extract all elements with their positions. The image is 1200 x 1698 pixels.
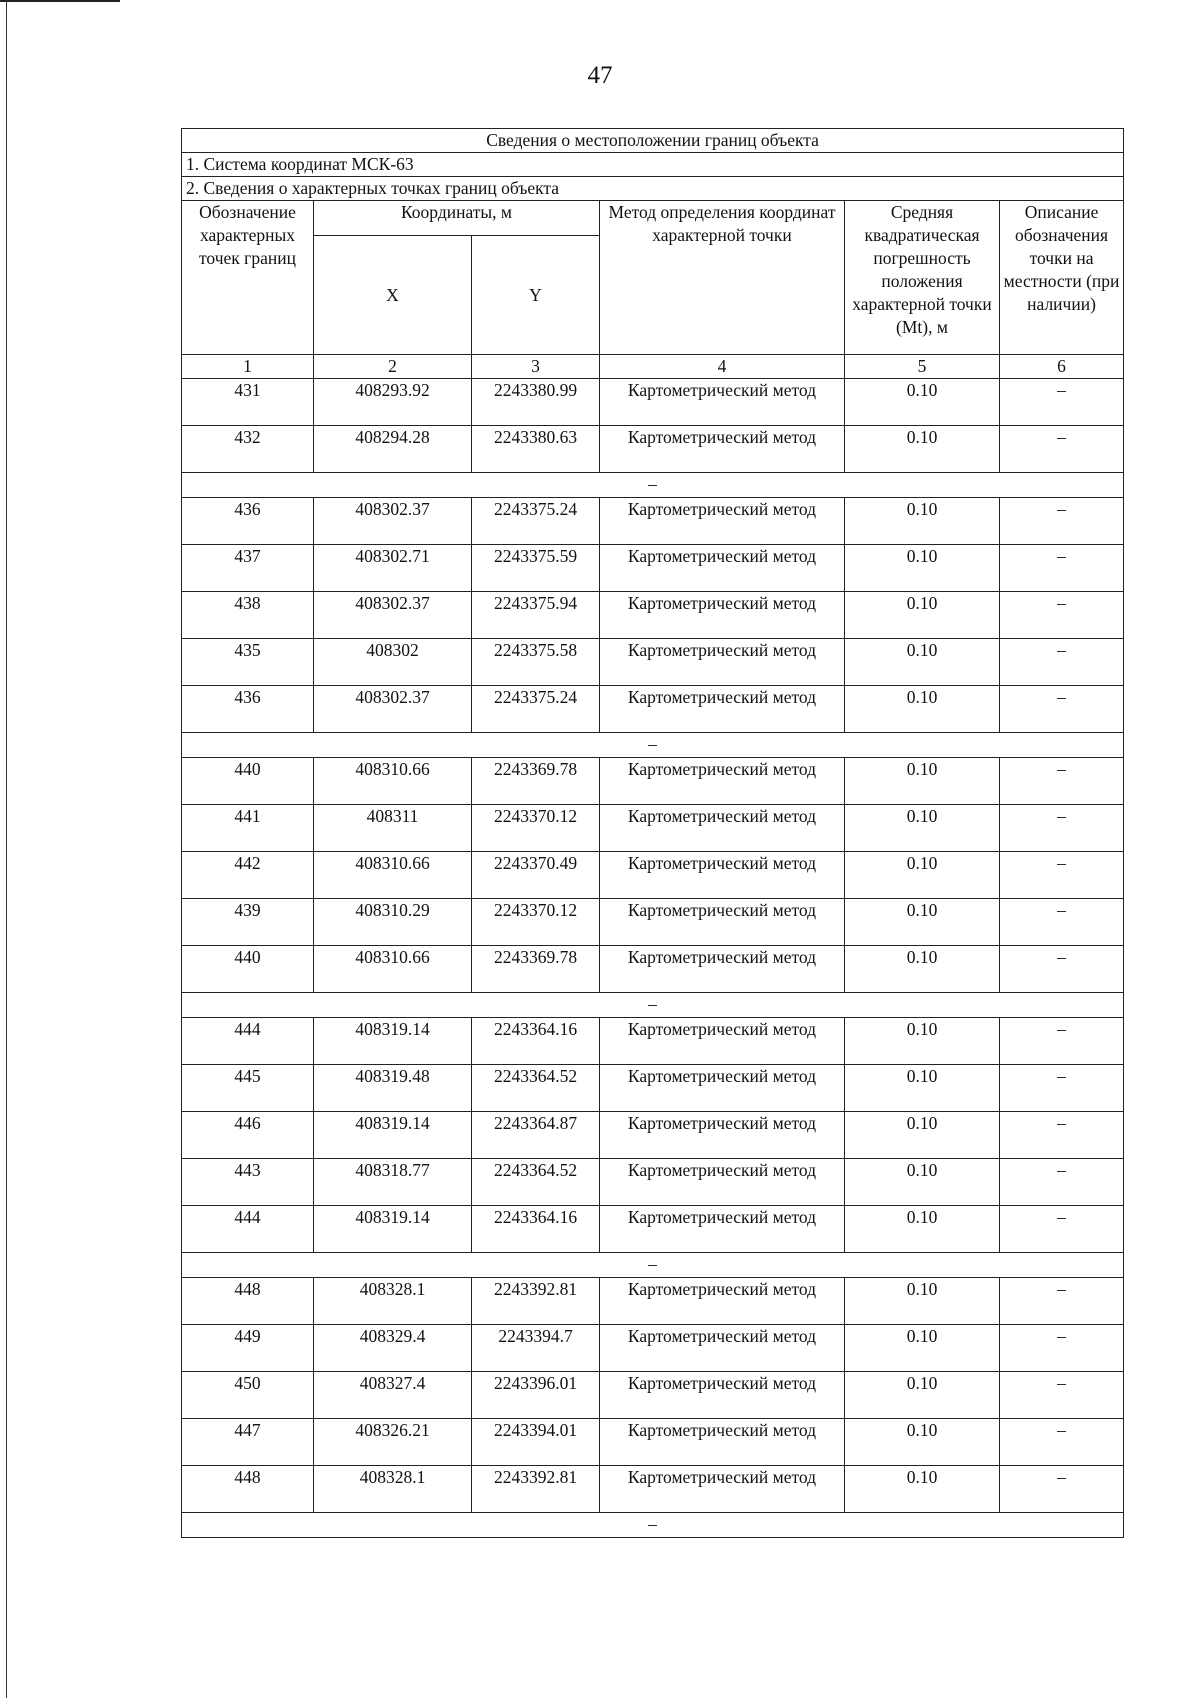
scan-edge-top xyxy=(0,0,120,2)
error-cell: 0.10 xyxy=(845,1018,1000,1065)
x-coordinate-cell: 408302.71 xyxy=(314,545,472,592)
error-cell: 0.10 xyxy=(845,592,1000,639)
x-coordinate-cell: 408319.14 xyxy=(314,1206,472,1253)
error-cell: 0.10 xyxy=(845,1372,1000,1419)
description-cell: – xyxy=(1000,758,1124,805)
table-row xyxy=(182,1419,1124,1466)
y-coordinate-cell: 2243370.49 xyxy=(472,852,600,899)
y-coordinate-cell: 2243396.01 xyxy=(472,1372,600,1419)
error-cell: 0.10 xyxy=(845,686,1000,733)
point-id-cell: 444 xyxy=(182,1018,314,1065)
page-number: 47 xyxy=(587,62,613,89)
point-id-cell: 431 xyxy=(182,379,314,426)
table-row xyxy=(182,426,1124,473)
points-info-heading: 2. Сведения о характерных точках границ объекта xyxy=(182,177,1124,201)
method-cell: Картометрический метод xyxy=(600,426,845,473)
x-coordinate-cell: 408294.28 xyxy=(314,426,472,473)
table-title: Сведения о местоположении границ объекта xyxy=(182,129,1124,153)
description-cell: – xyxy=(1000,1325,1124,1372)
point-id-cell: 443 xyxy=(182,1159,314,1206)
error-cell: 0.10 xyxy=(845,852,1000,899)
method-cell: Картометрический метод xyxy=(600,1065,845,1112)
table-row xyxy=(182,1018,1124,1065)
point-id-cell: 440 xyxy=(182,946,314,993)
method-cell: Картометрический метод xyxy=(600,1325,845,1372)
contour-separator-row xyxy=(182,993,1124,1018)
separator-dash: – xyxy=(182,1253,1124,1278)
table-row xyxy=(182,379,1124,426)
header-designation: Обозначение характерных точек границ xyxy=(182,201,314,355)
point-id-cell: 445 xyxy=(182,1065,314,1112)
y-coordinate-cell: 2243380.63 xyxy=(472,426,600,473)
column-number: 1 xyxy=(182,355,314,379)
error-cell: 0.10 xyxy=(845,946,1000,993)
method-cell: Картометрический метод xyxy=(600,1159,845,1206)
x-coordinate-cell: 408310.66 xyxy=(314,946,472,993)
point-id-cell: 439 xyxy=(182,899,314,946)
description-cell: – xyxy=(1000,592,1124,639)
table-row xyxy=(182,1278,1124,1325)
y-coordinate-cell: 2243375.58 xyxy=(472,639,600,686)
x-coordinate-cell: 408326.21 xyxy=(314,1419,472,1466)
x-coordinate-cell: 408311 xyxy=(314,805,472,852)
x-coordinate-cell: 408302.37 xyxy=(314,686,472,733)
table-row xyxy=(182,852,1124,899)
description-cell: – xyxy=(1000,1018,1124,1065)
y-coordinate-cell: 2243394.01 xyxy=(472,1419,600,1466)
method-cell: Картометрический метод xyxy=(600,1206,845,1253)
x-coordinate-cell: 408302.37 xyxy=(314,592,472,639)
header-y: Y xyxy=(472,236,600,355)
x-coordinate-cell: 408319.48 xyxy=(314,1065,472,1112)
column-numbers-row xyxy=(182,355,1124,379)
column-number: 6 xyxy=(1000,355,1124,379)
point-id-cell: 446 xyxy=(182,1112,314,1159)
separator-dash: – xyxy=(182,473,1124,498)
method-cell: Картометрический метод xyxy=(600,1466,845,1513)
header-error: Средняя квадратическая погрешность положения характерной точки (Mt), м xyxy=(845,201,1000,355)
table-row xyxy=(182,639,1124,686)
table-row xyxy=(182,1159,1124,1206)
description-cell: – xyxy=(1000,426,1124,473)
y-coordinate-cell: 2243394.7 xyxy=(472,1325,600,1372)
method-cell: Картометрический метод xyxy=(600,899,845,946)
y-coordinate-cell: 2243369.78 xyxy=(472,946,600,993)
description-cell: – xyxy=(1000,686,1124,733)
error-cell: 0.10 xyxy=(845,639,1000,686)
method-cell: Картометрический метод xyxy=(600,1018,845,1065)
description-cell: – xyxy=(1000,498,1124,545)
x-coordinate-cell: 408328.1 xyxy=(314,1466,472,1513)
y-coordinate-cell: 2243364.16 xyxy=(472,1206,600,1253)
table-row xyxy=(182,1325,1124,1372)
point-id-cell: 436 xyxy=(182,686,314,733)
x-coordinate-cell: 408319.14 xyxy=(314,1018,472,1065)
y-coordinate-cell: 2243369.78 xyxy=(472,758,600,805)
method-cell: Картометрический метод xyxy=(600,758,845,805)
description-cell: – xyxy=(1000,805,1124,852)
x-coordinate-cell: 408302.37 xyxy=(314,498,472,545)
error-cell: 0.10 xyxy=(845,1325,1000,1372)
description-cell: – xyxy=(1000,545,1124,592)
method-cell: Картометрический метод xyxy=(600,852,845,899)
description-cell: – xyxy=(1000,899,1124,946)
point-id-cell: 435 xyxy=(182,639,314,686)
y-coordinate-cell: 2243380.99 xyxy=(472,379,600,426)
error-cell: 0.10 xyxy=(845,1159,1000,1206)
contour-separator-row xyxy=(182,1513,1124,1538)
method-cell: Картометрический метод xyxy=(600,498,845,545)
x-coordinate-cell: 408329.4 xyxy=(314,1325,472,1372)
coordinate-system: 1. Система координат МСК-63 xyxy=(182,153,1124,177)
x-coordinate-cell: 408310.66 xyxy=(314,758,472,805)
x-coordinate-cell: 408310.29 xyxy=(314,899,472,946)
column-number: 2 xyxy=(314,355,472,379)
table-row xyxy=(182,805,1124,852)
description-cell: – xyxy=(1000,639,1124,686)
contour-separator-row xyxy=(182,733,1124,758)
method-cell: Картометрический метод xyxy=(600,1112,845,1159)
method-cell: Картометрический метод xyxy=(600,592,845,639)
y-coordinate-cell: 2243370.12 xyxy=(472,899,600,946)
table-row xyxy=(182,899,1124,946)
y-coordinate-cell: 2243392.81 xyxy=(472,1278,600,1325)
x-coordinate-cell: 408327.4 xyxy=(314,1372,472,1419)
separator-dash: – xyxy=(182,1513,1124,1538)
error-cell: 0.10 xyxy=(845,1278,1000,1325)
y-coordinate-cell: 2243364.52 xyxy=(472,1065,600,1112)
error-cell: 0.10 xyxy=(845,805,1000,852)
point-id-cell: 432 xyxy=(182,426,314,473)
y-coordinate-cell: 2243364.52 xyxy=(472,1159,600,1206)
point-id-cell: 440 xyxy=(182,758,314,805)
method-cell: Картометрический метод xyxy=(600,686,845,733)
table-row xyxy=(182,1466,1124,1513)
error-cell: 0.10 xyxy=(845,379,1000,426)
table-row xyxy=(182,545,1124,592)
description-cell: – xyxy=(1000,1466,1124,1513)
table-row xyxy=(182,1112,1124,1159)
table-row xyxy=(182,498,1124,545)
point-id-cell: 441 xyxy=(182,805,314,852)
x-coordinate-cell: 408318.77 xyxy=(314,1159,472,1206)
error-cell: 0.10 xyxy=(845,758,1000,805)
contour-separator-row xyxy=(182,473,1124,498)
description-cell: – xyxy=(1000,852,1124,899)
separator-dash: – xyxy=(182,993,1124,1018)
x-coordinate-cell: 408310.66 xyxy=(314,852,472,899)
error-cell: 0.10 xyxy=(845,426,1000,473)
column-number: 3 xyxy=(472,355,600,379)
error-cell: 0.10 xyxy=(845,1206,1000,1253)
description-cell: – xyxy=(1000,1419,1124,1466)
table-row xyxy=(182,686,1124,733)
point-id-cell: 438 xyxy=(182,592,314,639)
x-coordinate-cell: 408293.92 xyxy=(314,379,472,426)
table-row xyxy=(182,1065,1124,1112)
x-coordinate-cell: 408319.14 xyxy=(314,1112,472,1159)
description-cell: – xyxy=(1000,1278,1124,1325)
error-cell: 0.10 xyxy=(845,1466,1000,1513)
error-cell: 0.10 xyxy=(845,498,1000,545)
point-id-cell: 450 xyxy=(182,1372,314,1419)
description-cell: – xyxy=(1000,379,1124,426)
method-cell: Картометрический метод xyxy=(600,1372,845,1419)
table-row xyxy=(182,1206,1124,1253)
method-cell: Картометрический метод xyxy=(600,379,845,426)
method-cell: Картометрический метод xyxy=(600,639,845,686)
method-cell: Картометрический метод xyxy=(600,1419,845,1466)
point-id-cell: 447 xyxy=(182,1419,314,1466)
error-cell: 0.10 xyxy=(845,899,1000,946)
boundary-points-table xyxy=(181,128,1124,1538)
description-cell: – xyxy=(1000,946,1124,993)
header-coordinates: Координаты, м xyxy=(314,201,600,236)
point-id-cell: 449 xyxy=(182,1325,314,1372)
error-cell: 0.10 xyxy=(845,1112,1000,1159)
header-method: Метод определения координат характерной точки xyxy=(600,201,845,355)
separator-dash: – xyxy=(182,733,1124,758)
description-cell: – xyxy=(1000,1159,1124,1206)
y-coordinate-cell: 2243375.24 xyxy=(472,686,600,733)
description-cell: – xyxy=(1000,1372,1124,1419)
column-number: 5 xyxy=(845,355,1000,379)
scan-edge-left xyxy=(6,0,7,1698)
method-cell: Картометрический метод xyxy=(600,1278,845,1325)
point-id-cell: 442 xyxy=(182,852,314,899)
point-id-cell: 448 xyxy=(182,1278,314,1325)
x-coordinate-cell: 408328.1 xyxy=(314,1278,472,1325)
description-cell: – xyxy=(1000,1112,1124,1159)
y-coordinate-cell: 2243375.24 xyxy=(472,498,600,545)
method-cell: Картометрический метод xyxy=(600,946,845,993)
y-coordinate-cell: 2243392.81 xyxy=(472,1466,600,1513)
table-row xyxy=(182,592,1124,639)
contour-separator-row xyxy=(182,1253,1124,1278)
point-id-cell: 437 xyxy=(182,545,314,592)
y-coordinate-cell: 2243375.59 xyxy=(472,545,600,592)
header-description: Описание обозначения точки на местности (при наличии) xyxy=(1000,201,1124,355)
method-cell: Картометрический метод xyxy=(600,545,845,592)
table-row xyxy=(182,946,1124,993)
y-coordinate-cell: 2243375.94 xyxy=(472,592,600,639)
table-row xyxy=(182,758,1124,805)
point-id-cell: 448 xyxy=(182,1466,314,1513)
y-coordinate-cell: 2243364.87 xyxy=(472,1112,600,1159)
point-id-cell: 444 xyxy=(182,1206,314,1253)
x-coordinate-cell: 408302 xyxy=(314,639,472,686)
description-cell: – xyxy=(1000,1065,1124,1112)
error-cell: 0.10 xyxy=(845,1065,1000,1112)
y-coordinate-cell: 2243370.12 xyxy=(472,805,600,852)
method-cell: Картометрический метод xyxy=(600,805,845,852)
header-x: X xyxy=(314,236,472,355)
y-coordinate-cell: 2243364.16 xyxy=(472,1018,600,1065)
description-cell: – xyxy=(1000,1206,1124,1253)
column-number: 4 xyxy=(600,355,845,379)
table-row xyxy=(182,1372,1124,1419)
error-cell: 0.10 xyxy=(845,1419,1000,1466)
point-id-cell: 436 xyxy=(182,498,314,545)
error-cell: 0.10 xyxy=(845,545,1000,592)
